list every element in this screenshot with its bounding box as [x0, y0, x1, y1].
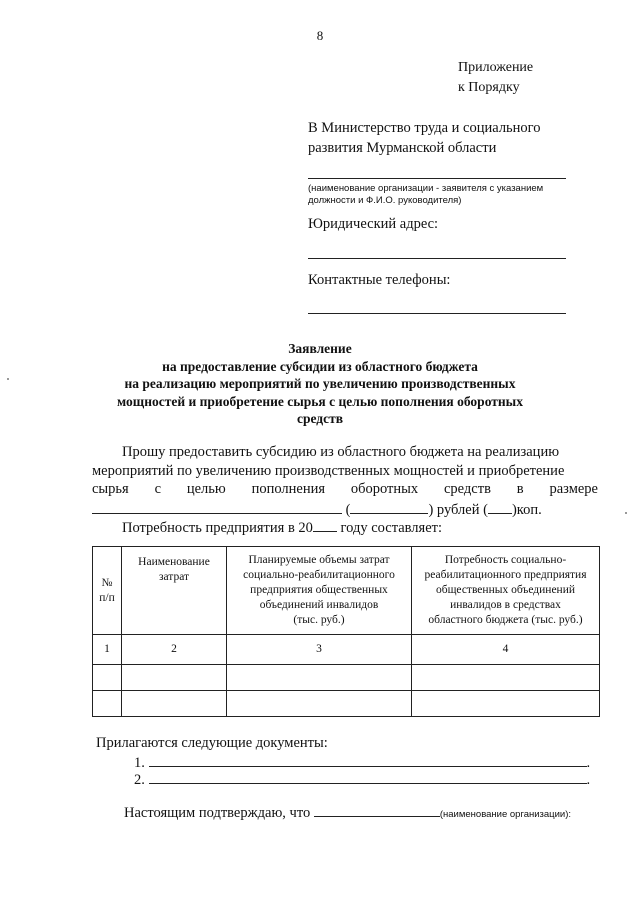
header-budget-need — [412, 547, 600, 635]
table-cell — [122, 691, 227, 717]
body-word: размере — [549, 481, 598, 497]
legal-address-line — [308, 258, 566, 259]
header-text: № — [101, 576, 113, 589]
document-title — [80, 340, 560, 428]
need-suffix: году составляет: — [340, 520, 443, 536]
header-text: Планируемые объемы затрат — [248, 554, 390, 566]
amount-rub-blank — [350, 499, 428, 514]
header-text: общественных объединений — [435, 584, 576, 596]
body-word: пополнения — [251, 481, 326, 497]
header-text: Потребность социально- — [444, 554, 567, 566]
org-name-note — [308, 183, 578, 207]
body-word: сырья — [92, 481, 129, 497]
title-line-5: средств — [296, 411, 344, 426]
body-word: в — [516, 481, 524, 497]
body-word: оборотных — [350, 481, 419, 497]
header-text: п/п — [99, 591, 115, 604]
column-number: 1 — [93, 635, 122, 665]
header-cost-name — [122, 547, 227, 635]
document-blank — [149, 752, 587, 767]
item-number: 1. — [134, 755, 145, 771]
table-cell — [412, 691, 600, 717]
column-number: 2 — [122, 635, 227, 665]
page-number: 8 — [316, 28, 324, 43]
scan-mark — [625, 512, 627, 514]
table-header-row — [93, 547, 600, 635]
annex-line-2: к Порядку — [458, 80, 520, 95]
amount-words-blank — [92, 499, 342, 514]
confirmation-line — [124, 802, 571, 822]
body-word: целью — [186, 481, 226, 497]
attached-documents-title: Прилагаются следующие документы: — [96, 735, 328, 751]
header-text: социально-реабилитационного — [243, 569, 395, 581]
need-line — [122, 517, 442, 537]
document-blank — [149, 769, 587, 784]
table-cell — [122, 665, 227, 691]
year-blank — [313, 517, 337, 532]
contact-phones-line — [308, 313, 566, 314]
annex-label — [458, 58, 533, 98]
contact-phones-label: Контактные телефоны: — [308, 272, 451, 288]
item-number: 2. — [134, 772, 145, 788]
scan-mark — [7, 378, 9, 380]
table-cell — [93, 665, 122, 691]
table-cell — [412, 665, 600, 691]
column-number: 4 — [412, 635, 600, 665]
header-number — [93, 547, 122, 635]
column-number: 3 — [227, 635, 412, 665]
header-text: инвалидов в средствах — [450, 599, 561, 611]
body-word: с — [154, 481, 161, 497]
title-line-3: на реализацию мероприятий по увеличению производственных — [124, 376, 516, 391]
table-cell — [227, 691, 412, 717]
body-line-1: Прошу предоставить субсидию из областного бюджета на реализацию — [122, 444, 560, 460]
amount-kop-label: )коп. — [511, 502, 542, 518]
header-text: (тыс. руб.) — [293, 614, 345, 626]
org-name-blank — [314, 802, 440, 817]
title-line-1: Заявление — [288, 341, 352, 356]
amount-kop-blank — [488, 499, 512, 514]
table-cell — [227, 665, 412, 691]
item-end: . — [586, 772, 591, 788]
confirm-text: Настоящим подтверждаю, что — [124, 805, 311, 821]
title-line-4: мощностей и приобретение сырья с целью пополнения оборотных — [117, 393, 523, 409]
document-item-2 — [134, 769, 590, 789]
header-text: предприятия общественных — [250, 584, 388, 596]
header-text: областного бюджета (тыс. руб.) — [428, 614, 583, 626]
amount-paren-open: ( — [345, 502, 351, 518]
org-name-line — [308, 178, 566, 179]
table-cell — [93, 691, 122, 717]
header-planned-costs — [227, 547, 412, 635]
org-note-line-1: (наименование организации - заявителя с указанием — [308, 183, 544, 194]
confirm-note: (наименование организации): — [439, 809, 572, 820]
need-prefix: Потребность предприятия в 20 — [122, 520, 313, 536]
table-row — [93, 665, 600, 691]
recipient-line-2: развития Мурманской области — [308, 140, 497, 156]
body-line-3 — [92, 481, 598, 498]
item-end: . — [586, 755, 591, 771]
header-text: объединений инвалидов — [259, 599, 379, 611]
table-row — [93, 691, 600, 717]
header-text: Наименование — [138, 556, 210, 568]
costs-table — [92, 546, 600, 717]
amount-line — [92, 499, 542, 519]
org-note-line-2: должности и Ф.И.О. руководителя) — [308, 195, 462, 206]
legal-address-label: Юридический адрес: — [308, 216, 439, 232]
table-number-row — [93, 635, 600, 665]
amount-rub-label: ) рублей ( — [428, 502, 488, 518]
body-word: средств — [444, 481, 491, 497]
body-line-2: мероприятий по увеличению производственных мощностей и приобретение — [92, 463, 565, 479]
header-text: реабилитационного предприятия — [424, 569, 587, 581]
annex-line-1: Приложение — [458, 60, 534, 75]
recipient-line-1: В Министерство труда и социального — [308, 120, 541, 136]
title-line-2: на предоставление субсидии из областного бюджета — [162, 358, 478, 374]
header-text: затрат — [158, 571, 190, 583]
recipient-block — [308, 118, 541, 158]
